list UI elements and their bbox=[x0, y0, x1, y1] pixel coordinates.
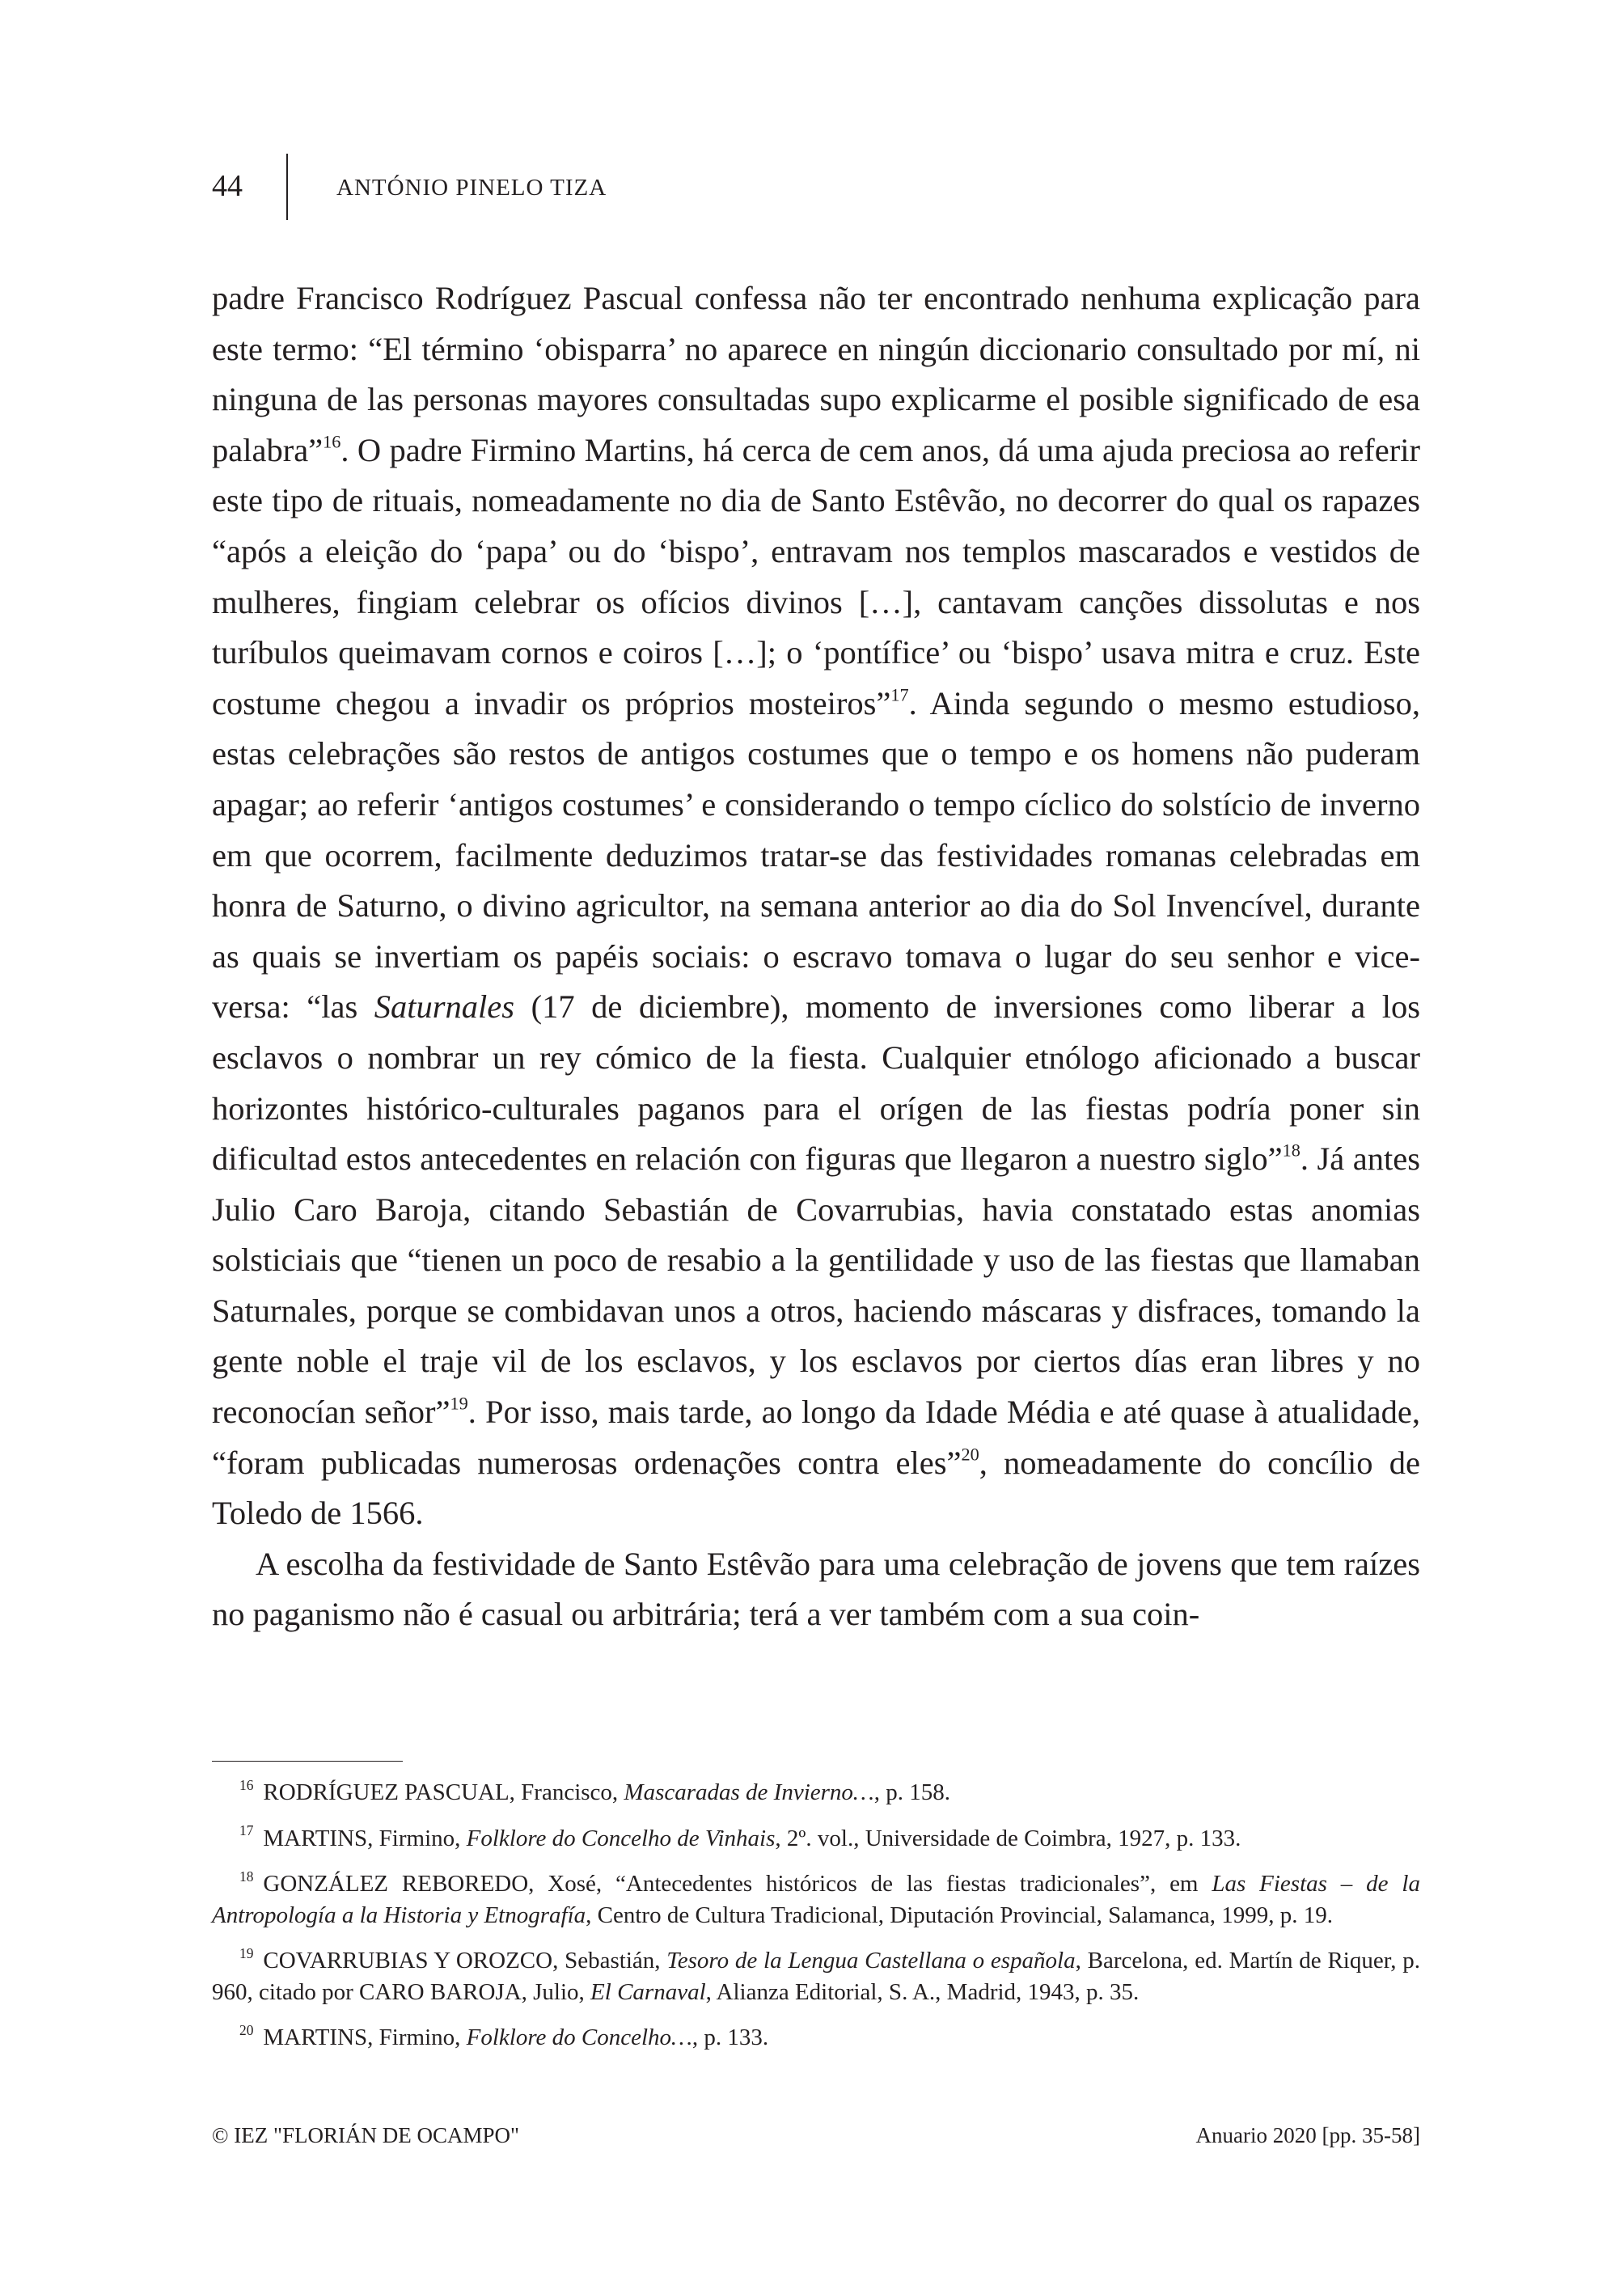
text-segment: . Ainda segundo o mesmo estudioso, estas celebrações são restos de antigos costumes que o tempo e os homens não puderam apagar; ao referir ‘antigos costumes’ e considerando o tempo cíclico do solstício de inverno em que ocorrem, facilmente deduzimos tratar-se das festividades romanas celebradas em honra de Saturno, o divino agricultor, na semana anterior ao dia do Sol Invencível, durante as quais se invertiam os papéis sociais: o escravo tomava o lugar do seu senhor e vice-versa: “las bbox=[212, 684, 1420, 1026]
text-segment: A escolha da festividade de Santo Estêvão para uma celebração de jovens que tem raízes no paganismo não é casual ou arbitrária; terá a ver também com a sua coin- bbox=[212, 1545, 1420, 1633]
text-segment: COVARRUBIAS Y OROZCO, Sebastián, bbox=[263, 1948, 667, 1974]
footnote-reference: 18 bbox=[1282, 1140, 1300, 1161]
footnote bbox=[212, 1868, 1420, 1931]
body-paragraph bbox=[212, 1539, 1420, 1640]
footer-citation: Anuario 2020 [pp. 35-58] bbox=[1195, 2123, 1420, 2147]
footnote-reference: 20 bbox=[961, 1443, 979, 1464]
footnote-number: 16 bbox=[239, 1776, 254, 1793]
text-segment: , Alianza Editorial, S. A., Madrid, 1943, p. 35. bbox=[705, 1978, 1140, 2005]
footnote bbox=[212, 1945, 1420, 2007]
text-segment: MARTINS, Firmino, bbox=[263, 2024, 467, 2050]
footnote-number: 20 bbox=[239, 2021, 254, 2038]
running-head: ANTÓNIO PINELO TIZA bbox=[336, 175, 607, 201]
footnote-reference: 16 bbox=[323, 431, 341, 452]
italic-text: Folklore do Concelho de Vinhais bbox=[466, 1825, 776, 1851]
text-segment: RODRÍGUEZ PASCUAL, Francisco, bbox=[263, 1779, 624, 1805]
text-segment: , Barcelona, ed. Martín de Riquer, p. 960, citado por CARO BAROJA, Julio, bbox=[212, 1948, 1421, 2005]
page-number: 44 bbox=[212, 169, 243, 203]
footnote-reference: 17 bbox=[890, 684, 909, 705]
text-segment: , Centro de Cultura Tradicional, Diputación Provincial, Salamanca, 1999, p. 19. bbox=[586, 1902, 1333, 1928]
footnotes bbox=[212, 1777, 1420, 2068]
italic-text: Mascaradas de Invierno… bbox=[624, 1779, 874, 1805]
text-segment: , p. 133. bbox=[691, 2024, 769, 2050]
italic-text: Las Fiestas – de la Antropología a la Historia y Etnografía bbox=[212, 1871, 1420, 1928]
text-segment: . Já antes Julio Caro Baroja, citando Sebastián de Covarrubias, havia constatado estas anomias solsticiais que “tienen un poco de resabio a la gentilidade y uso de las fiestas que llamaban Saturnales, porque se combidavan unos a otros, haciendo máscaras y disfraces, tomando la gente noble el traje vil de los esclavos, y los esclavos por ciertos días eran libres y no reconocían señor” bbox=[212, 1140, 1420, 1431]
italic-text: Saturnales bbox=[374, 988, 515, 1026]
body-paragraph bbox=[212, 273, 1420, 1539]
text-segment: GONZÁLEZ REBOREDO, Xosé, “Antecedentes históricos de las fiestas tradicionales”, em bbox=[263, 1871, 1212, 1897]
header-divider bbox=[286, 154, 288, 220]
text-segment: . O padre Firmino Martins, há cerca de cem anos, dá uma ajuda preciosa ao referir este tipo de rituais, nomeadamente no dia de Santo Estêvão, no decorrer do qual os rapazes “após a eleição do ‘papa’ ou do ‘bispo’, entravam nos templos mascarados e vestidos de mulheres, fingiam celebrar os ofícios divinos […], cantavam canções dissolutas e nos turíbulos queimavam cornos e coiros […]; o ‘pontífice’ ou ‘bispo’ usava mitra e cruz. Este costume chegou a invadir os próprios mosteiros” bbox=[212, 431, 1420, 721]
footer-copyright: © IEZ "FLORIÁN DE OCAMPO" bbox=[212, 2123, 520, 2147]
text-segment: (17 de diciembre), momento de inversiones como liberar a los esclavos o nombrar un rey cómico de la fiesta. Cualquier etnólogo aficionado a buscar horizontes histórico-culturales paganos para el orígen de las fiestas podría poner sin dificultad estos antecedentes en relación con figuras que llegaron a nuestro siglo” bbox=[212, 988, 1420, 1178]
italic-text: Folklore do Concelho… bbox=[466, 2024, 692, 2050]
italic-text: Tesoro de la Lengua Castellana o española bbox=[666, 1948, 1076, 1974]
text-segment: MARTINS, Firmino, bbox=[263, 1825, 467, 1851]
footnote-separator bbox=[212, 1761, 403, 1762]
footnote-number: 19 bbox=[239, 1944, 254, 1961]
footnote-number: 17 bbox=[239, 1822, 254, 1839]
footnote-number: 18 bbox=[239, 1868, 254, 1885]
footnote bbox=[212, 2022, 1420, 2054]
footnote bbox=[212, 1823, 1420, 1855]
text-segment: , 2º. vol., Universidade de Coimbra, 1927, p. 133. bbox=[775, 1825, 1241, 1851]
main-text bbox=[212, 273, 1420, 1640]
footnote bbox=[212, 1777, 1420, 1809]
text-segment: , p. 158. bbox=[873, 1779, 950, 1805]
italic-text: El Carnaval bbox=[590, 1978, 706, 2005]
text-segment: . Por isso, mais tarde, ao longo da Idade Média e até quase à atualidade, “foram publicadas numerosas ordenações contra eles” bbox=[212, 1394, 1420, 1481]
text-segment: padre Francisco Rodríguez Pascual confessa não ter encontrado nenhuma explicação para este termo: “El término ‘obisparra’ no aparece en ningún diccionario consultado por mí, ni ninguna de las personas mayores consultadas supo explicarme el posible significado de esa palabra” bbox=[212, 280, 1420, 468]
footnote-reference: 19 bbox=[450, 1393, 468, 1414]
text-segment: , nomeadamente do concílio de Toledo de 1566. bbox=[212, 1444, 1420, 1532]
